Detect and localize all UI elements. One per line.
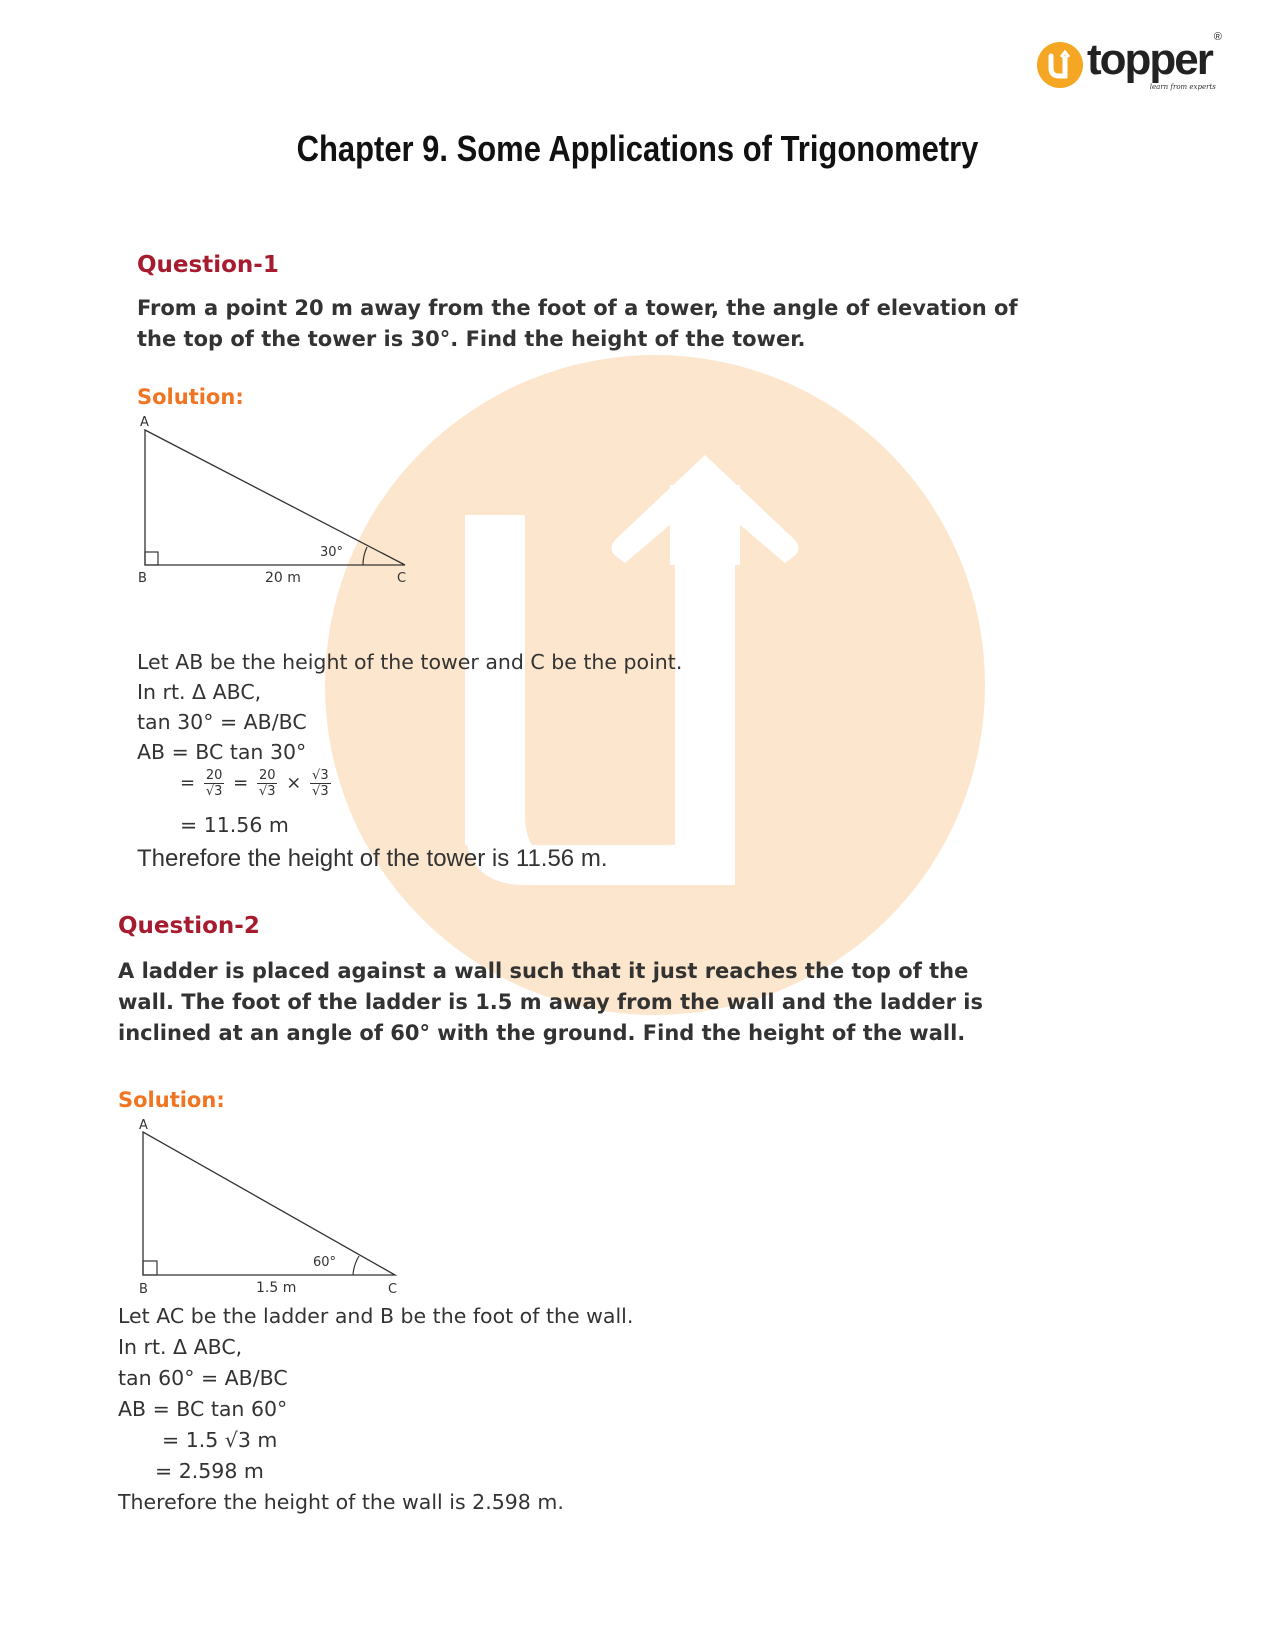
triangle-figure-2 [133, 1115, 413, 1295]
triangle-abc-2 [143, 1132, 395, 1275]
q2-step-4: AB = BC tan 60° [118, 1397, 288, 1421]
triangle-abc-1 [145, 430, 405, 565]
equals-sign: = [180, 772, 196, 794]
brand-logo [1037, 31, 1222, 91]
brand-tagline: learn from experts [1149, 83, 1216, 91]
q2-step-3: tan 60° = AB/BC [118, 1366, 288, 1390]
q1-step-1: Let AB be the height of the tower and C be the point. [137, 650, 683, 674]
question-1-line-2: the top of the tower is 30°. Find the height of the tower. [137, 327, 806, 351]
solution-1-label: Solution: [137, 385, 244, 409]
q1-step-5: = 11.56 m [180, 813, 289, 837]
registered-mark: ® [1213, 31, 1222, 43]
q2-step-6: = 2.598 m [155, 1459, 264, 1483]
q1-step-2: In rt. Δ ABC, [137, 680, 262, 704]
triangle-figure-1 [135, 410, 415, 585]
equals-sign-2: = [233, 772, 249, 794]
q1-fraction-step [180, 768, 334, 799]
brand-name: topper [1087, 35, 1212, 84]
q1-conclusion: Therefore the height of the tower is 11.56 m. [137, 845, 608, 872]
question-2-heading: Question-2 [118, 913, 260, 939]
angle-arc-1 [363, 547, 367, 565]
question-1-text [137, 293, 1018, 355]
question-2-line-2: wall. The foot of the ladder is 1.5 m away from the wall and the ladder is [118, 990, 983, 1014]
topper-logo-icon [1037, 42, 1083, 88]
base-label-1: 20 m [265, 570, 301, 585]
vertex-c-label-1: C [397, 571, 407, 585]
q2-conclusion: Therefore the height of the wall is 2.598 m. [118, 1490, 564, 1514]
vertex-b-label-1: B [138, 571, 147, 585]
q2-step-1: Let AC be the ladder and B be the foot of the wall. [118, 1304, 634, 1328]
vertex-c-label-2: C [388, 1282, 398, 1295]
vertex-b-label-2: B [139, 1282, 148, 1295]
question-2-line-3: inclined at an angle of 60° with the ground. Find the height of the wall. [118, 1021, 966, 1045]
angle-label-2: 60° [313, 1255, 337, 1270]
angle-arc-2 [353, 1256, 359, 1275]
angle-label-1: 30° [320, 545, 344, 560]
fraction-root3-root3: $\frac{√3}{√3}$ [312, 768, 329, 799]
right-angle-marker-1 [145, 552, 158, 565]
q2-step-2: In rt. Δ ABC, [118, 1335, 243, 1359]
q1-step-3: tan 30° = AB/BC [137, 710, 307, 734]
q2-step-5: = 1.5 √3 m [162, 1428, 278, 1452]
question-2-text [118, 956, 983, 1049]
fraction-20-root3-a: $\frac{20}{√3}$ [205, 768, 223, 799]
right-angle-marker-2 [143, 1261, 157, 1275]
vertex-a-label-1: A [140, 415, 149, 430]
fraction-20-root3-b: $\frac{20}{√3}$ [258, 768, 276, 799]
times-sign: × [286, 772, 302, 794]
base-label-2: 1.5 m [256, 1280, 297, 1295]
question-2-line-1: A ladder is placed against a wall such that it just reaches the top of the [118, 959, 969, 983]
q1-step-4: AB = BC tan 30° [137, 740, 307, 764]
question-1-heading: Question-1 [137, 252, 279, 278]
watermark-logo [315, 345, 995, 1025]
chapter-title: Chapter 9. Some Applications of Trigonometry [296, 128, 979, 169]
question-1-line-1: From a point 20 m away from the foot of a tower, the angle of elevation of [137, 296, 1018, 320]
solution-2-label: Solution: [118, 1088, 225, 1112]
vertex-a-label-2: A [139, 1118, 148, 1133]
